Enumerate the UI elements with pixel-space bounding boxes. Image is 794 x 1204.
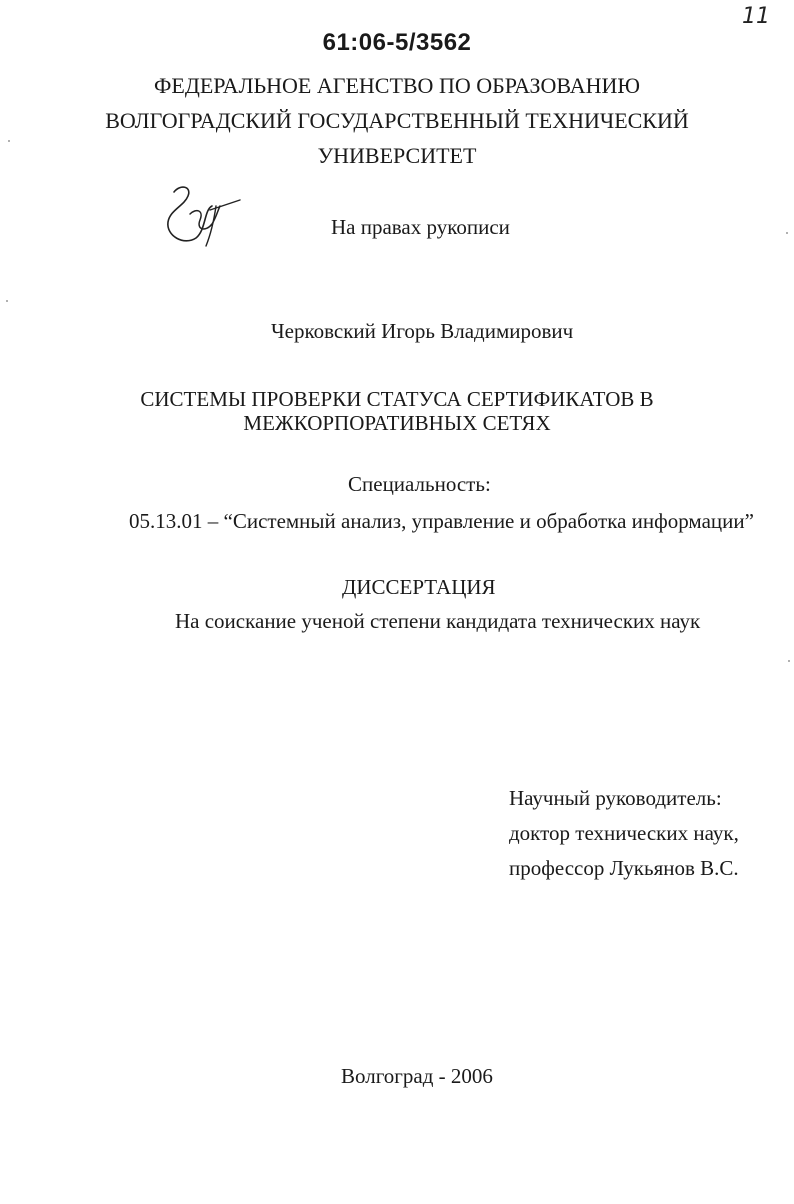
city-year: Волгоград - 2006	[341, 1064, 493, 1088]
dissertation-title-line2: МЕЖКОРПОРАТИВНЫХ СЕТЯХ	[243, 411, 551, 435]
catalog-number: 61:06-5/3562	[322, 29, 472, 56]
degree-sought: На соискание ученой степени кандидата технических наук	[175, 609, 701, 633]
scan-speck	[6, 300, 8, 302]
signature-icon	[160, 180, 250, 252]
scan-speck	[8, 140, 10, 142]
university-name-line2: УНИВЕРСИТЕТ	[317, 143, 477, 168]
agency-name: ФЕДЕРАЛЬНОЕ АГЕНСТВО ПО ОБРАЗОВАНИЮ	[154, 73, 640, 98]
document-type: ДИССЕРТАЦИЯ	[342, 575, 496, 599]
university-name-line1: ВОЛГОГРАДСКИЙ ГОСУДАРСТВЕННЫЙ ТЕХНИЧЕСКИЙ	[105, 108, 689, 133]
dissertation-title-line1: СИСТЕМЫ ПРОВЕРКИ СТАТУСА СЕРТИФИКАТОВ В	[140, 387, 654, 411]
author-name: Черковский Игорь Владимирович	[271, 319, 574, 343]
scan-speck	[788, 660, 790, 662]
supervisor-name: профессор Лукьянов В.С.	[509, 856, 739, 880]
specialty-value: 05.13.01 – “Системный анализ, управление и обработка информации”	[129, 509, 754, 533]
specialty-label: Специальность:	[348, 472, 491, 496]
supervisor-degree: доктор технических наук,	[509, 821, 739, 845]
scan-speck	[786, 232, 788, 234]
manuscript-rights-note: На правах рукописи	[331, 215, 510, 239]
supervisor-label: Научный руководитель:	[509, 786, 722, 810]
handwritten-sheet-number: 11	[742, 4, 770, 29]
